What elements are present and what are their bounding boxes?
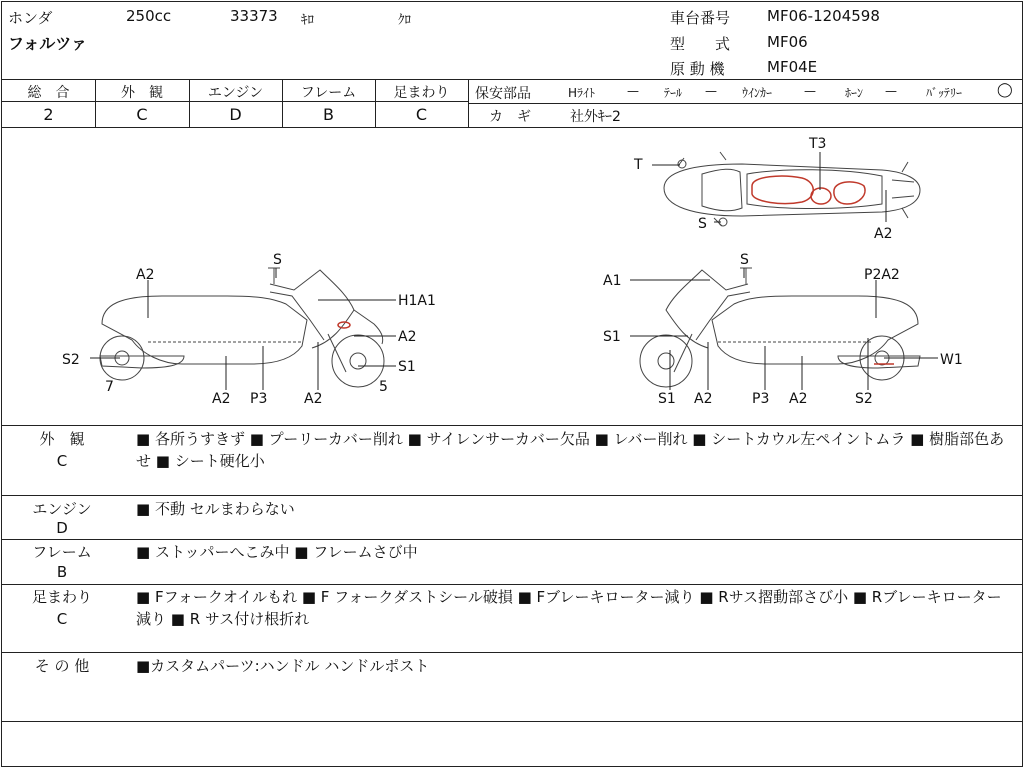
safety-item-battery: ﾊﾞｯﾃﾘｰ xyxy=(926,86,963,100)
divider xyxy=(2,721,1022,722)
grade-label-frame: フレーム xyxy=(300,85,357,101)
remark-grade: C xyxy=(56,610,68,628)
diagram-label: T xyxy=(634,157,643,173)
grade-value-overall: 2 xyxy=(43,105,54,124)
safety-item-headlight: Hﾗｲﾄ xyxy=(568,86,596,100)
safety-mark-tail: — xyxy=(705,84,717,98)
diagram-label: 5 xyxy=(379,379,388,395)
engine-label: 原 動 機 xyxy=(670,60,725,78)
type-label: 型 式 xyxy=(670,35,731,53)
remark-row-suspension xyxy=(2,586,1022,650)
diagram-label: P3 xyxy=(250,391,268,407)
grade-value-engine: D xyxy=(229,105,242,124)
safety-mark-horn: — xyxy=(885,84,897,98)
remark-grade: C xyxy=(56,452,68,470)
grade-label-suspension: 足まわり xyxy=(393,85,450,101)
remark-grade: B xyxy=(56,563,68,581)
safety-item-horn: ﾎｰﾝ xyxy=(845,86,864,100)
diagram-label: A2 xyxy=(694,391,713,407)
damage-mark-left xyxy=(338,322,350,328)
diagram-label: S xyxy=(740,252,749,268)
model-name: フォルツァ xyxy=(8,34,88,53)
diagram-label: A2 xyxy=(874,226,893,242)
divider xyxy=(468,103,1022,104)
remark-row-other xyxy=(2,655,1022,719)
remark-row-engine xyxy=(2,498,1022,538)
remark-label: そ の 他 xyxy=(34,657,90,675)
remark-text: ■ 不動 セルまわらない xyxy=(136,500,295,518)
safety-mark-headlight: — xyxy=(627,84,639,98)
safety-mark-winker: — xyxy=(804,84,816,98)
remark-grade: D xyxy=(56,519,68,537)
remark-row-frame xyxy=(2,541,1022,583)
grade-label-overall: 総 合 xyxy=(27,85,70,101)
diagram-label: 7 xyxy=(105,379,114,395)
diagram-label: S2 xyxy=(855,391,873,407)
diagram-label: P3 xyxy=(752,391,770,407)
diagram-label: S1 xyxy=(658,391,676,407)
key-value: 社外ｷｰ2 xyxy=(570,109,621,125)
remark-text: ■カスタムパーツ:ハンドル ハンドルポスト xyxy=(136,657,430,675)
diagram-label: A2 xyxy=(398,329,417,345)
mileage-unit: ｷﾛ xyxy=(301,13,314,28)
diagram-label: S xyxy=(698,216,707,232)
divider xyxy=(2,539,1022,540)
leader-lines xyxy=(90,152,938,390)
divider xyxy=(2,584,1022,585)
diagram-label: S xyxy=(273,252,282,268)
key-label: カ ギ xyxy=(489,109,531,125)
diagram-label: H1A1 xyxy=(398,293,436,309)
diagram-label: A2 xyxy=(136,267,155,283)
scooter-right-view xyxy=(640,268,920,387)
safety-mark-battery: ◯ xyxy=(997,82,1013,98)
grade-value-exterior: C xyxy=(136,105,148,124)
diagram-label: S1 xyxy=(603,329,621,345)
divider xyxy=(468,79,469,127)
color: ｸﾛ xyxy=(398,13,411,28)
inspection-sheet xyxy=(1,1,1023,767)
grade-value-suspension: C xyxy=(415,105,428,124)
safety-item-winker: ｳｲﾝｶｰ xyxy=(742,86,773,100)
grade-label-exterior: 外 観 xyxy=(121,85,163,101)
divider xyxy=(2,652,1022,653)
frame-no-label: 車台番号 xyxy=(670,9,731,27)
frame-no: MF06-1204598 xyxy=(767,7,880,25)
diagram-label: S2 xyxy=(62,352,80,368)
diagram-label: T3 xyxy=(809,136,827,152)
remark-label: 外 観 xyxy=(39,430,85,448)
remark-text: ■ 各所うすきず ■ プーリーカバー削れ ■ サイレンサーカバー欠品 ■ レバー削れ ■ シートカウル左ペイントムラ ■ 樹脂部色あせ ■ シート硬化小 xyxy=(136,430,1005,470)
remark-text: ■ Fフォークオイルもれ ■ F フォークダストシール破損 ■ Fブレーキローター減り ■ Rサス摺動部さび小 ■ Rブレーキローター減り ■ R サス付け根折れ xyxy=(136,588,1002,628)
diagram-label: A2 xyxy=(212,391,231,407)
damage-diagram xyxy=(2,128,1022,426)
type-value: MF06 xyxy=(767,33,808,51)
damage-marks-top xyxy=(752,176,865,204)
remark-label: エンジン xyxy=(32,500,92,518)
remark-row-exterior xyxy=(2,428,1022,494)
mileage: 33373 xyxy=(230,7,278,25)
grade-value-frame: B xyxy=(323,105,334,124)
safety-item-tail: ﾃｰﾙ xyxy=(664,86,683,100)
scooter-top-view xyxy=(664,152,920,226)
maker: ホンダ xyxy=(8,9,53,27)
remark-text: ■ ストッパーへこみ中 ■ フレームさび中 xyxy=(136,543,418,561)
diagram-label: A1 xyxy=(603,273,622,289)
engine-value: MF04E xyxy=(767,58,818,76)
safety-label: 保安部品 xyxy=(475,86,531,102)
diagram-label: A2 xyxy=(789,391,808,407)
grade-label-engine: エンジン xyxy=(207,85,264,101)
divider xyxy=(2,79,1022,80)
divider xyxy=(2,495,1022,496)
diagram-label: A2 xyxy=(304,391,323,407)
diagram-label: P2A2 xyxy=(864,267,900,283)
diagram-label: S1 xyxy=(398,359,416,375)
diagram-label: W1 xyxy=(940,352,963,368)
remark-label: 足まわり xyxy=(31,588,92,606)
divider xyxy=(2,425,1022,426)
remark-label: フレーム xyxy=(32,543,92,561)
displacement: 250cc xyxy=(126,7,172,25)
